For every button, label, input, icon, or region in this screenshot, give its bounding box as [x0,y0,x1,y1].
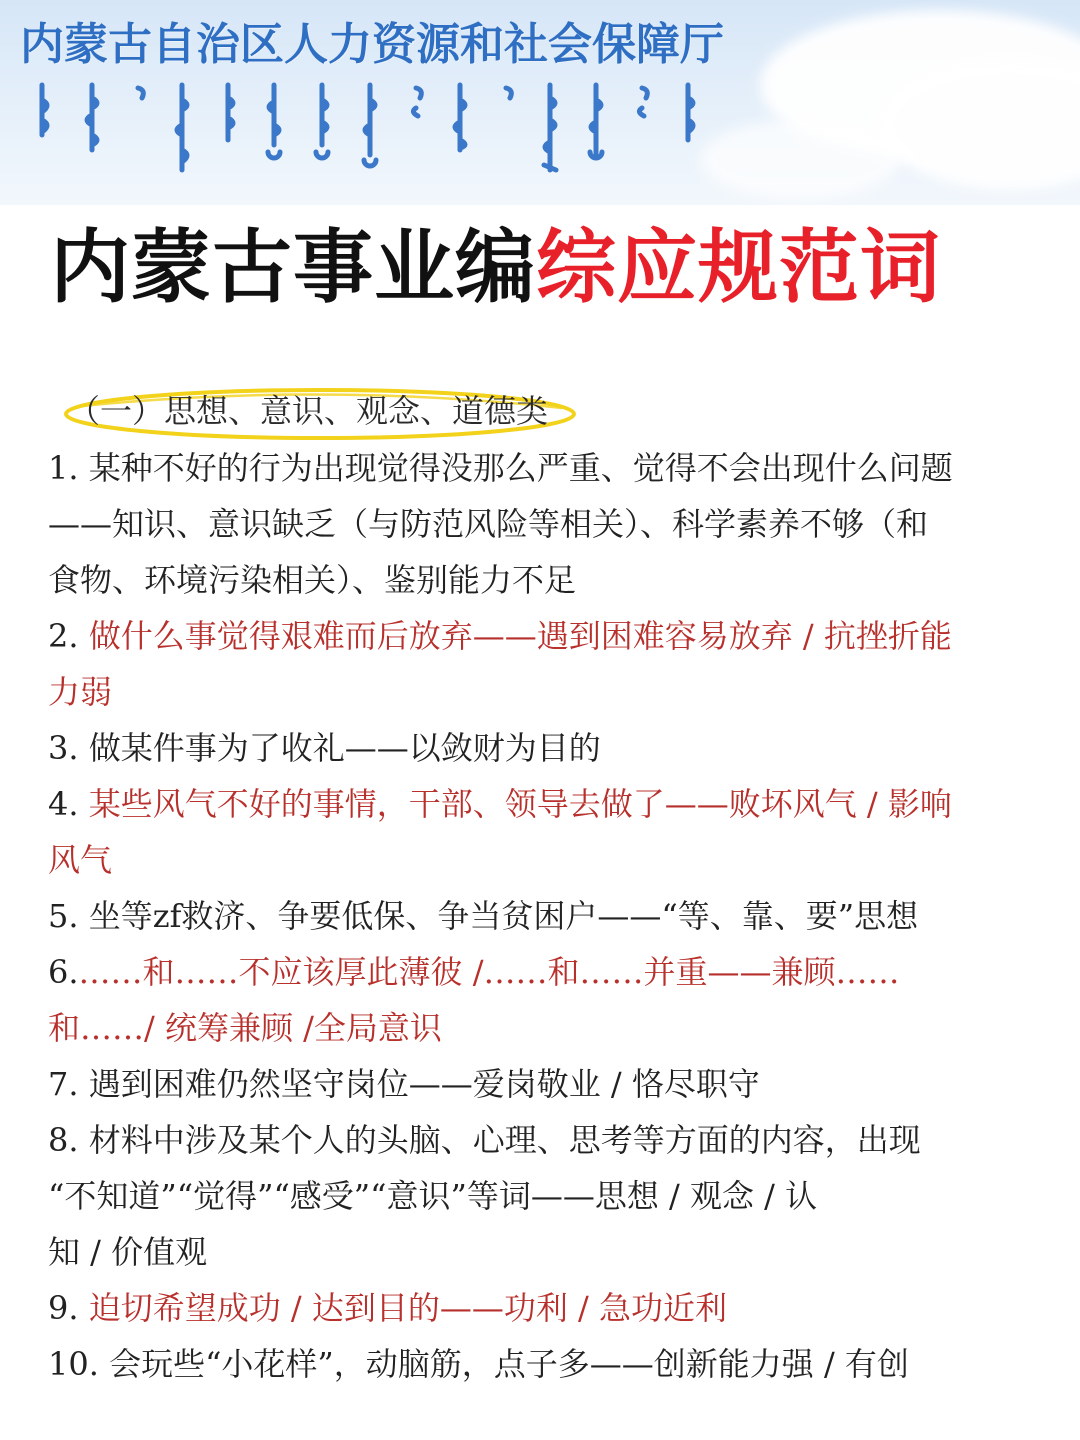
line-text: “不知道”“觉得”“感受”“意识”等词——思想 / 观念 / 认 [48,1177,818,1215]
text-line [48,1056,1038,1112]
text-line-highlighted [48,608,1038,664]
text-line [48,496,1038,552]
line-text [48,785,952,823]
text-line [48,1112,1038,1168]
cloud-decoration [700,120,900,200]
line-text: 7. 遇到困难仍然坚守岗位——爱岗敬业 / 恪尽职守 [48,1065,760,1103]
line-text: 10. 会玩些“小花样”，动脑筋，点子多——创新能力强 / 有创 [48,1345,909,1383]
item-highlight-text: 迫切希望成功 / 达到目的——功利 / 急功近利 [88,1289,727,1327]
line-text: 8. 材料中涉及某个人的头脑、心理、思考等方面的内容，出现 [48,1121,921,1159]
title-red-part: 综应规范词 [536,221,941,314]
mongolian-script-logo [30,80,730,190]
text-line [48,440,1038,496]
text-line-highlighted [48,944,1038,1000]
line-text: 风气 [48,841,113,879]
title-black-part: 内蒙古事业编 [50,221,536,314]
item-number: 9. [48,1289,89,1327]
item-number: 2. [48,617,89,655]
organization-name: 内蒙古自治区人力资源和社会保障厅 [20,19,724,70]
text-line-highlighted [48,1000,1038,1056]
item-highlight-text: 做什么事觉得艰难而后放弃——遇到困难容易放弃 / 抗挫折能 [88,617,952,655]
item-number: 6. [48,953,79,991]
line-text: 力弱 [48,673,113,711]
line-text: 和……/ 统筹兼顾 /全局意识 [48,1009,442,1047]
text-line [48,720,1038,776]
line-text: 1. 某种不好的行为出现觉得没那么严重、觉得不会出现什么问题 [48,449,953,487]
line-text [48,953,900,991]
item-highlight-text: 某些风气不好的事情，干部、领导去做了——败坏风气 / 影响 [88,785,952,823]
text-line [48,552,1038,608]
line-text: 3. 做某件事为了收礼——以敛财为目的 [48,729,601,767]
header-banner [0,0,1080,205]
line-text [48,1289,727,1327]
item-highlight-text: ……和……不应该厚此薄彼 /……和……并重——兼顾…… [78,953,900,991]
section-heading [62,384,582,440]
section-label: （一）思想、意识、观念、道德类 [68,392,549,430]
text-line-highlighted [48,664,1038,720]
text-line-highlighted [48,776,1038,832]
text-line-highlighted [48,1280,1038,1336]
text-line [48,888,1038,944]
page-title [50,218,941,318]
line-text: 5. 坐等zf救济、争要低保、争当贫困户——“等、靠、要”思想 [48,897,919,935]
text-line [48,1168,1038,1224]
item-number: 4. [48,785,89,823]
line-text: 知 / 价值观 [48,1233,208,1271]
text-line [48,1336,1038,1392]
text-line-highlighted [48,832,1038,888]
line-text: ——知识、意识缺乏（与防范风险等相关）、科学素养不够（和 [48,505,929,543]
line-text [48,617,952,655]
line-text: 食物、环境污染相关）、鉴别能力不足 [48,561,577,599]
text-line [48,1224,1038,1280]
article-body [48,440,1038,1392]
